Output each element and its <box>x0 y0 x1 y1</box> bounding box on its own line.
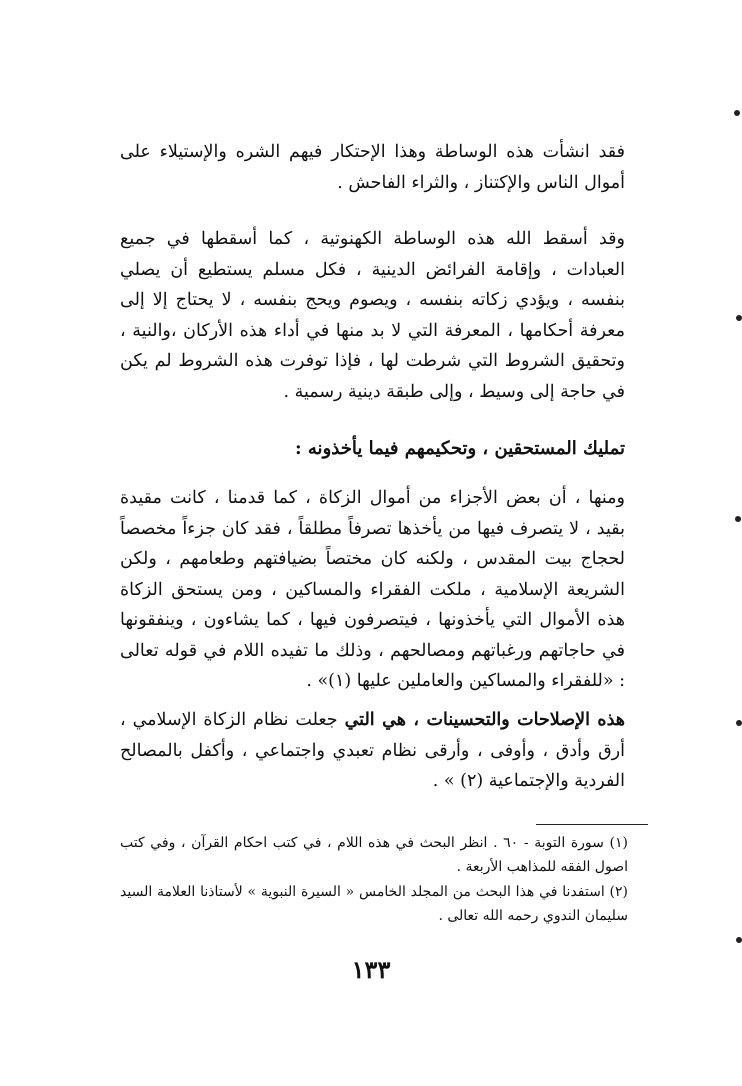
footnote-1: (١) سورة التوبة - ٦٠ . انظر البحث في هذه اللام ، في كتب احكام القرآن ، وفي كتب اصول الفقه للمذاهب الأربعة . <box>120 835 628 875</box>
edge-mark <box>735 516 741 522</box>
paragraph-text <box>120 705 625 797</box>
paragraph-lead: هذه الإصلاحات والتحسينات ، هي التي <box>344 710 626 730</box>
edge-mark <box>736 720 742 726</box>
paragraph-text: وقد أسقط الله هذه الوساطة الكهنوتية ، كما أسقطها في جميع العبادات ، وإقامة الفرائض الدينية ، فكل مسلم يستطيع أن يصلي بنفسه ، ويؤدي زكاته بنفسه ، ويصوم ويحج بنفسه ، لا يحتاج إلا إلى معرفة أحكامها ، المعرفة التي لا بد منها في أداء هذه الأركان ،والنية ، وتحقيق الشروط التي شرطت لها ، فإذا توفرت هذه الشروط لم يكن في حاجة إلى وسيط ، وإلى طبقة دينية رسمية . <box>120 229 625 402</box>
paragraph-intermediary <box>120 224 625 407</box>
footnotes <box>120 832 628 928</box>
paragraph-conclusion <box>120 705 625 797</box>
paragraph-text: ومنها ، أن بعض الأجزاء من أموال الزكاة ، كما قدمنا ، كانت مقيدة بقيد ، لا يتصرف فيها من يأخذها تصرفاً مطلقاً ، فقد كان جزءاً مخصصاً لحجاج بيت المقدس ، ولكنه كان مختصاً بضيافتهم وطعامهم ، ولكن الشريعة الإسلامية ، ملكت الفقراء والمساكين ، ومن يستحق الزكاة هذه الأموال التي يأخذونها ، فيتصرفون فيها ، كما يشاءون ، وينفقونها في حاجاتهم ورغباتهم ومصالحهم ، وذلك ما تفيده اللام في قوله تعالى : «للفقراء والمساكين والعاملين عليها (١)» . <box>120 488 625 691</box>
page-number: ١٣٣ <box>351 955 391 984</box>
edge-mark <box>736 937 742 943</box>
paragraph-ownership <box>120 483 625 697</box>
edge-mark <box>734 110 740 116</box>
footnote-2: (٢) استفدنا في هذا البحث من المجلد الخامس « السيرة النبوية » لأستاذنا العلامة السيد سليمان الندوي رحمه الله تعالى . <box>120 884 628 924</box>
edge-mark <box>736 315 742 321</box>
paragraph-intro <box>120 137 625 198</box>
section-heading: تمليك المستحقين ، وتحكيمهم فيما يأخذونه : <box>295 438 625 459</box>
paragraph-text: فقد انشأت هذه الوساطة وهذا الإحتكار فيهم الشره والإستيلاء على أموال الناس والإكتناز ، والثراء الفاحش . <box>120 142 625 193</box>
paragraph-rest: جعلت نظام الزكاة الإسلامي ، أرق وأدق ، وأوفى ، وأرقى نظام تعبدي واجتماعي ، وأكفل بالمصالح الفردية والإجتماعية (٢) » . <box>120 710 625 791</box>
footnote-divider <box>536 824 648 825</box>
